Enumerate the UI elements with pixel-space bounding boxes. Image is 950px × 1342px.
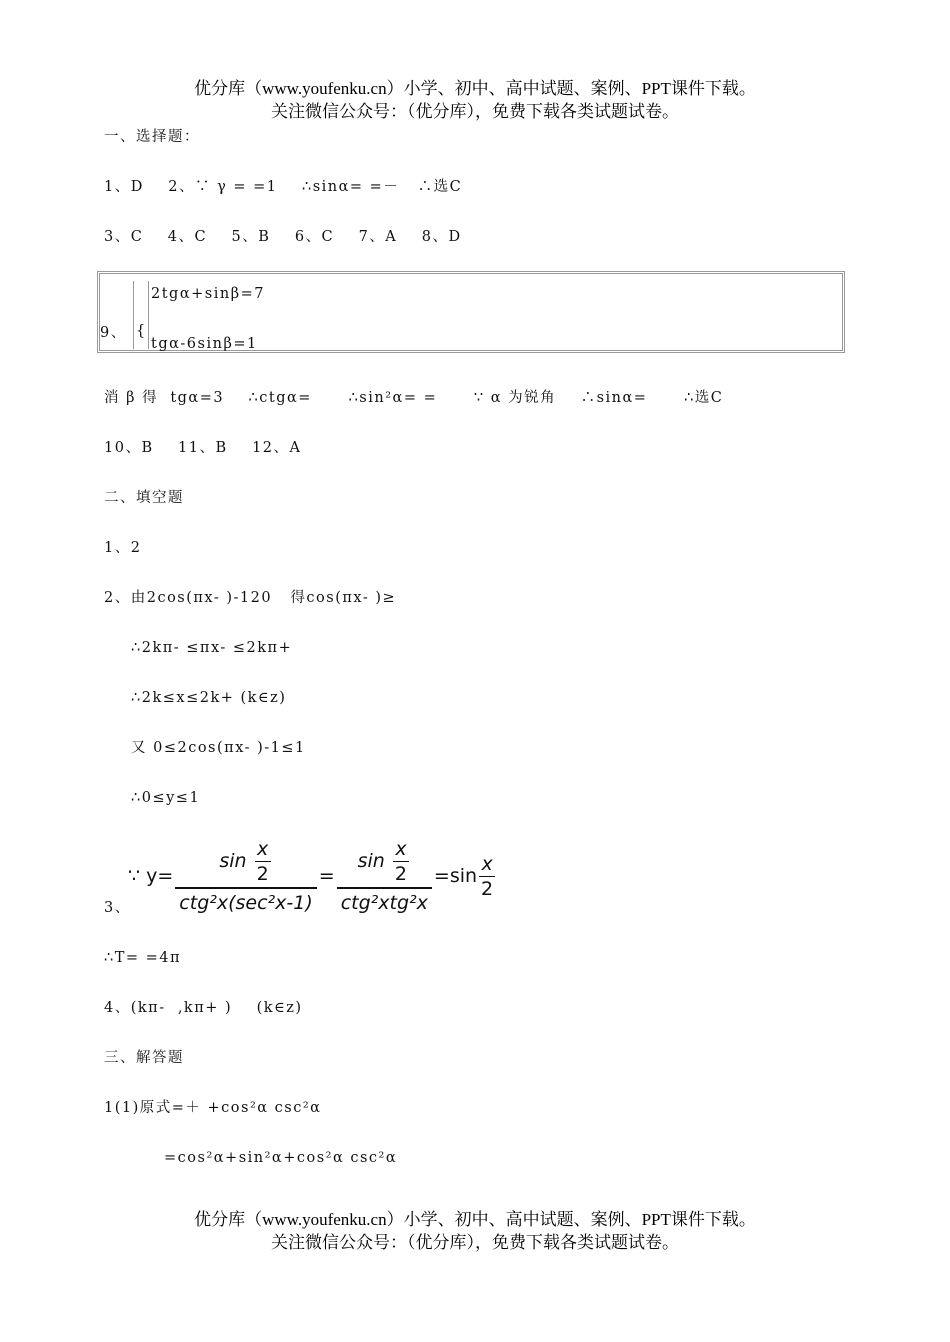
brace-bar-left: [133, 281, 134, 349]
formula-num2-x: x: [395, 838, 407, 860]
fill-answer-1: 1、2: [104, 540, 142, 556]
answer-row-5: 10、B 11、B 12、A: [104, 440, 302, 456]
formula-fraction-2: [337, 838, 432, 914]
fill-answer-2-line-5: ∴0≤y≤1: [131, 790, 201, 806]
formula-den2: ctg²xtg²x: [337, 887, 432, 914]
formula-fraction-1: [175, 838, 316, 914]
fill-answer-3-formula: [128, 836, 497, 916]
q9-brace: {: [136, 323, 147, 339]
solve-line-2: =cos²α+sin²α+cos²α csc²α: [164, 1150, 398, 1166]
formula-den1: ctg²x(sec²x-1): [175, 887, 316, 914]
brace-bar-right: [148, 281, 149, 349]
fill-answer-2-line-4: 又 0≤2cos(πx- )-1≤1: [131, 740, 306, 756]
formula-num2-2: 2: [394, 863, 407, 885]
formula-tail-half-x: [479, 853, 495, 900]
formula-tail-x: x: [481, 852, 493, 875]
answer-row-4: 消 β 得 tgα=3 ∴ctgα= ∴sin²α= = ∵ α 为锐角 ∴sinα= ∴选C: [104, 390, 724, 406]
formula-tail: =sin: [433, 865, 478, 887]
formula-lead: ∵ y=: [128, 865, 174, 887]
answer-row-2: 3、C 4、C 5、B 6、C 7、A 8、D: [104, 229, 462, 245]
fill-answer-3-period: ∴T= =4π: [104, 950, 182, 966]
header-line-2: 关注微信公众号：（优分库），免费下载各类试题试卷。: [271, 102, 679, 121]
q9-equation-2: tgα-6sinβ=1: [151, 336, 258, 352]
fill-answer-4: 4、(kπ- ,kπ+ ) (k∈z): [104, 1000, 303, 1016]
footer-line-2: 关注微信公众号：（优分库），免费下载各类试题试卷。: [271, 1233, 679, 1252]
formula-tail-2: 2: [481, 877, 494, 900]
footer-line-1: 优分库（www.youfenku.cn）小学、初中、高中试题、案例、PPT课件下载。: [194, 1210, 756, 1229]
q9-label: 9、: [100, 325, 127, 341]
fill-answer-2-line-3: ∴2k≤x≤2k+ (k∈z): [131, 690, 287, 706]
formula-num1-sin: sin: [219, 850, 247, 872]
section-title-choice: 一、选择题：: [104, 129, 200, 145]
formula-num1-half-x: [255, 838, 271, 885]
formula-num1-x: x: [257, 838, 269, 860]
section-title-solve: 三、解答题: [104, 1050, 184, 1066]
q9-equation-1: 2tgα+sinβ=7: [151, 286, 265, 302]
fill-answer-2-line-2: ∴2kπ- ≤πx- ≤2kπ+: [131, 640, 293, 656]
section-title-fill: 二、填空题: [104, 490, 184, 506]
formula-num2-sin: sin: [357, 850, 385, 872]
formula-num1-2: 2: [256, 863, 269, 885]
fill-answer-3-label: 3、: [104, 900, 131, 916]
formula-num2-half-x: [393, 838, 409, 885]
formula-equals: =: [318, 865, 335, 887]
answer-row-1: 1、D 2、∵ γ = =1 ∴sinα= =－ ∴选C: [104, 179, 463, 195]
header-line-1: 优分库（www.youfenku.cn）小学、初中、高中试题、案例、PPT课件下载。: [194, 79, 756, 98]
solve-line-1: 1(1)原式=＋ +cos²α csc²α: [104, 1100, 322, 1116]
fill-answer-2-line-1: 2、由2cos(πx- )-120 得cos(πx- )≥: [104, 590, 397, 606]
